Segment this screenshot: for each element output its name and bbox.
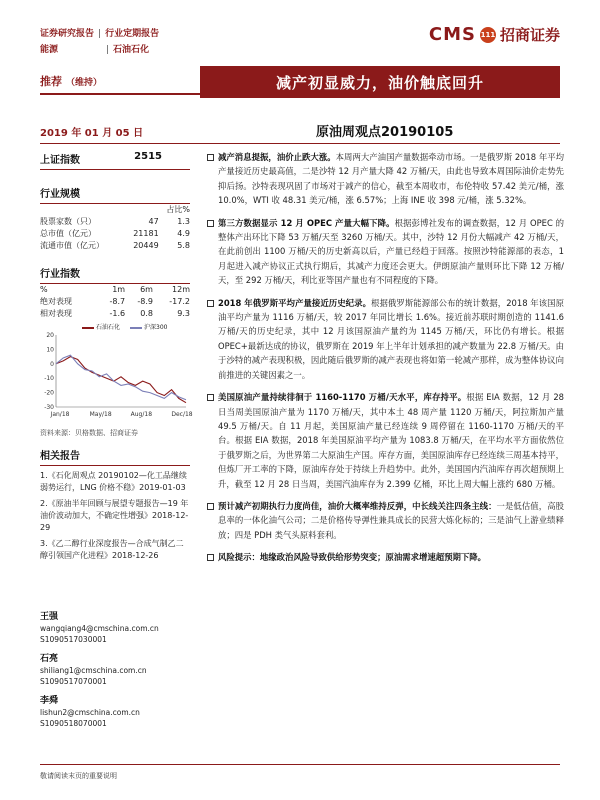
table-row [40, 296, 190, 308]
table-row [40, 240, 190, 252]
logo-badge-icon: 111 [480, 27, 496, 43]
cell: -8.9 [137, 297, 153, 306]
bullet-lead: 减产消息提振，油价止跌大涨。 [218, 152, 336, 162]
related-heading: 相关报告 [40, 444, 190, 466]
report-type: 证券研究报告 [40, 29, 95, 39]
sidebar [40, 148, 193, 562]
rating-sub: （维持） [66, 77, 103, 88]
bullet-paragraph [206, 499, 564, 542]
scale-heading: 行业规模 [40, 182, 190, 204]
analyst-name: 王强 [40, 612, 59, 622]
table-header [40, 284, 190, 296]
cell: 4.9 [177, 229, 190, 238]
divider [40, 143, 560, 144]
table-row [40, 216, 190, 228]
y-tick-label: 20 [46, 332, 54, 339]
report-subtitle: 原油周观点20190105 [316, 125, 454, 140]
industry-chart [40, 331, 193, 423]
x-tick-label: May/18 [89, 411, 112, 418]
analyst-block [40, 612, 159, 645]
cell: 1m [112, 285, 126, 294]
legend-swatch [130, 327, 142, 329]
report-date: 2019 年 01 月 05 日 [40, 128, 144, 139]
bullet-lead: 第三方数据显示 12 月 OPEC 产量大幅下降。 [218, 217, 395, 228]
scale-table [40, 204, 190, 252]
chart-source: 资料来源：贝格数据、招商证券 [40, 429, 138, 437]
cell: 绝对表现 [40, 297, 72, 306]
logo-cn: 招商证券 [499, 26, 560, 44]
index-value: 2515 [134, 151, 162, 162]
legend-label: 沪深300 [144, 324, 168, 331]
bullet-paragraph [206, 550, 564, 564]
y-tick-label: -20 [44, 389, 54, 397]
bullet-text: 本周两大产油国产量数据牵动市场。一是俄罗斯 2018 年平均产量接近历史最高值，二是沙特 12 月产量大降 42 万桶/天，由此也导致本周国际油价走势先抑后扬。沙特表现巩固了市场对于减产的信心，截至本周收市，布伦特收 57.42 美元/桶，涨 10.0%，WTI 收 48.31 美元/桶，涨 6.57%；上海 INE 收 398 元/桶，涨 5.32%。 [218, 152, 565, 206]
footer-note: 敬请阅读末页的重要说明 [40, 764, 560, 781]
analyst-block [40, 696, 140, 729]
analyst-name: 石亮 [40, 654, 59, 664]
cell: 21181 [133, 229, 159, 238]
cell: -8.7 [109, 297, 126, 306]
analyst-name: 李舜 [40, 696, 59, 706]
table-row [40, 308, 190, 320]
analyst-email[interactable]: shiliang1@cmschina.com.cn [40, 666, 147, 675]
bullet-text: 根据俄罗斯能源部公布的统计数据，2018 年该国原油平均产量为 1116 万桶/天，较 2017 年同比增长 1.6%。接近前苏联时期创造的 1141.6 万桶/天的历史纪录，其中 12 月该国原油产量约为 1145 万桶/天，环比仍有增长。根据 OPEC+最新达成的协议，俄罗斯在 2019 年上半年计划承担的减产数量为 22.8 万桶/天。由于沙特的减产表现积极，因此随后俄罗斯的减产表现也将如第一轮减产那样，成为整体协议向前推进的关键因素之一。 [218, 297, 564, 380]
cell: -17.2 [169, 297, 190, 306]
related-report[interactable]: 2.《原油半年回顾与展望专题报告—19 年油价波动加大，不确定性增强》2018-12-29 [40, 499, 189, 532]
series-line [56, 357, 186, 403]
cms-logo [429, 24, 560, 45]
sub-sector: 石油石化 [113, 45, 150, 55]
legend-label: 石油石化 [96, 324, 121, 331]
bullet-text: 根据 EIA 数据，12 月 28 日当周美国原油产量为 1170 万桶/天，其中本土 48 周产量 1120 万桶/天，阿拉斯加产量 49.5 万桶/天。自 11 月起，美国原油产量已经连续 9 周停留在 1160-1170 万桶/天的平台。根据 EIA 数据，2018 年美国原油平均产量为 1083.8 万桶/天，在平均水平方面依然位于俄罗斯之后，为世界第二大原油生产国。库存方面，美国原油库存已经连续三周基本持平，但炼厂开工率的下降，原油库存处于持续上升趋势中。此外，美国国内汽油库存再次超预期上升，截至 12 月 28 日当周，美国汽油库存为 2.399 亿桶，环比上周大幅上涨约 680 万桶。 [218, 392, 565, 489]
bullet-paragraph [206, 216, 564, 288]
rating [40, 69, 200, 95]
cell: 1.3 [177, 217, 190, 226]
bullet-lead: 美国原油产量持续徘徊于 1160-1170 万桶/天水平，库存持平。 [218, 392, 467, 403]
analyst-id: S1090517030001 [40, 635, 107, 644]
cell: 总市值（亿元） [40, 229, 96, 238]
main-content [206, 150, 564, 573]
cell: 相对表现 [40, 309, 72, 318]
report-header: 证券研究报告 | 行业定期报告 能源 | 石油石化 [40, 26, 159, 58]
legend-item [82, 322, 120, 331]
x-tick-label: Dec/18 [171, 411, 193, 418]
related-report[interactable]: 1.《石化周观点 20190102—化工品继续弱势运行，LNG 价格不稳》2019-01-03 [40, 471, 187, 492]
y-tick-label: 0 [50, 360, 54, 368]
index-row [40, 148, 190, 170]
bullet-text: 一是低估值，高股息率的一体化油气公司；二是价格传导弹性兼具成长的民营大炼化标的；三是油气上游业绩释放；四是 PDH 类气头原料套利。 [218, 500, 565, 540]
cell: 9.3 [177, 309, 190, 318]
index-label: 上证指数 [40, 155, 80, 166]
cell: 股票家数（只） [40, 217, 96, 226]
legend-item [130, 322, 167, 331]
cell: % [40, 285, 48, 294]
scale-col: 占比% [166, 205, 190, 214]
cell: 流通市值（亿元） [40, 241, 104, 250]
analyst-email[interactable]: wangqiang4@cmschina.com.cn [40, 624, 159, 633]
analyst-email[interactable]: lishun2@cmschina.com.cn [40, 708, 140, 717]
cell: 12m [172, 285, 190, 294]
table-row [40, 228, 190, 240]
legend-swatch [82, 327, 94, 329]
rating-label: 推荐 [40, 75, 62, 88]
y-tick-label: -30 [44, 404, 54, 411]
logo-en: CMS [428, 24, 476, 45]
cell: 20449 [133, 241, 159, 250]
sector: 能源 [40, 45, 59, 55]
perf-table [40, 284, 190, 320]
cell: 6m [140, 285, 153, 294]
related-report[interactable]: 3.《乙二醇行业深度报告—合成气制乙二醇引领国产化进程》2018-12-26 [40, 539, 184, 560]
chart-legend [82, 322, 190, 331]
bullet-paragraph [206, 296, 564, 382]
bullet-lead: 2018 年俄罗斯平均产量接近历史纪录。 [218, 297, 372, 308]
perf-heading: 行业指数 [40, 262, 190, 284]
bullet-lead: 风险提示：地缘政治风险导致供给形势突变；原油需求增速超预期下降。 [218, 552, 486, 563]
report-category: 行业定期报告 [105, 29, 160, 39]
report-title: 减产初显威力，油价触底回升 [200, 66, 560, 98]
analyst-id: S1090518070001 [40, 719, 107, 728]
bullet-text: 根据彭博社发布的调查数据，12 月 OPEC 的整体产出环比下降 53 万桶/天至 3260 万桶/天。其中，沙特 12 月份大幅减产 42 万桶/天，在此前创出 1100 万桶/天的历史新高以后，产量已经趋于回落。按照沙特能源部的表态，1 月起进入减产协议正式执行期后，其减产力度还会更大。伊朗原油产量则环比下降 12 万桶/天，至 292 万桶/天，利比亚等国产量也有不同程度的下降。 [218, 217, 564, 286]
x-tick-label: Jan/18 [50, 411, 70, 418]
bullet-paragraph [206, 150, 564, 208]
cell: 5.8 [177, 241, 190, 250]
y-tick-label: 10 [46, 346, 54, 354]
cell: 47 [148, 217, 159, 226]
y-tick-label: -10 [44, 375, 54, 383]
analyst-id: S1090517070001 [40, 677, 107, 686]
cell: 0.8 [140, 309, 153, 318]
bullet-lead: 预计减产初期执行力度尚佳，油价大概率维持反弹，中长线关注四条主线： [218, 500, 497, 511]
cell: -1.6 [109, 309, 126, 318]
bullet-paragraph [206, 390, 564, 491]
x-tick-label: Aug/18 [130, 411, 153, 418]
analyst-block [40, 654, 147, 687]
